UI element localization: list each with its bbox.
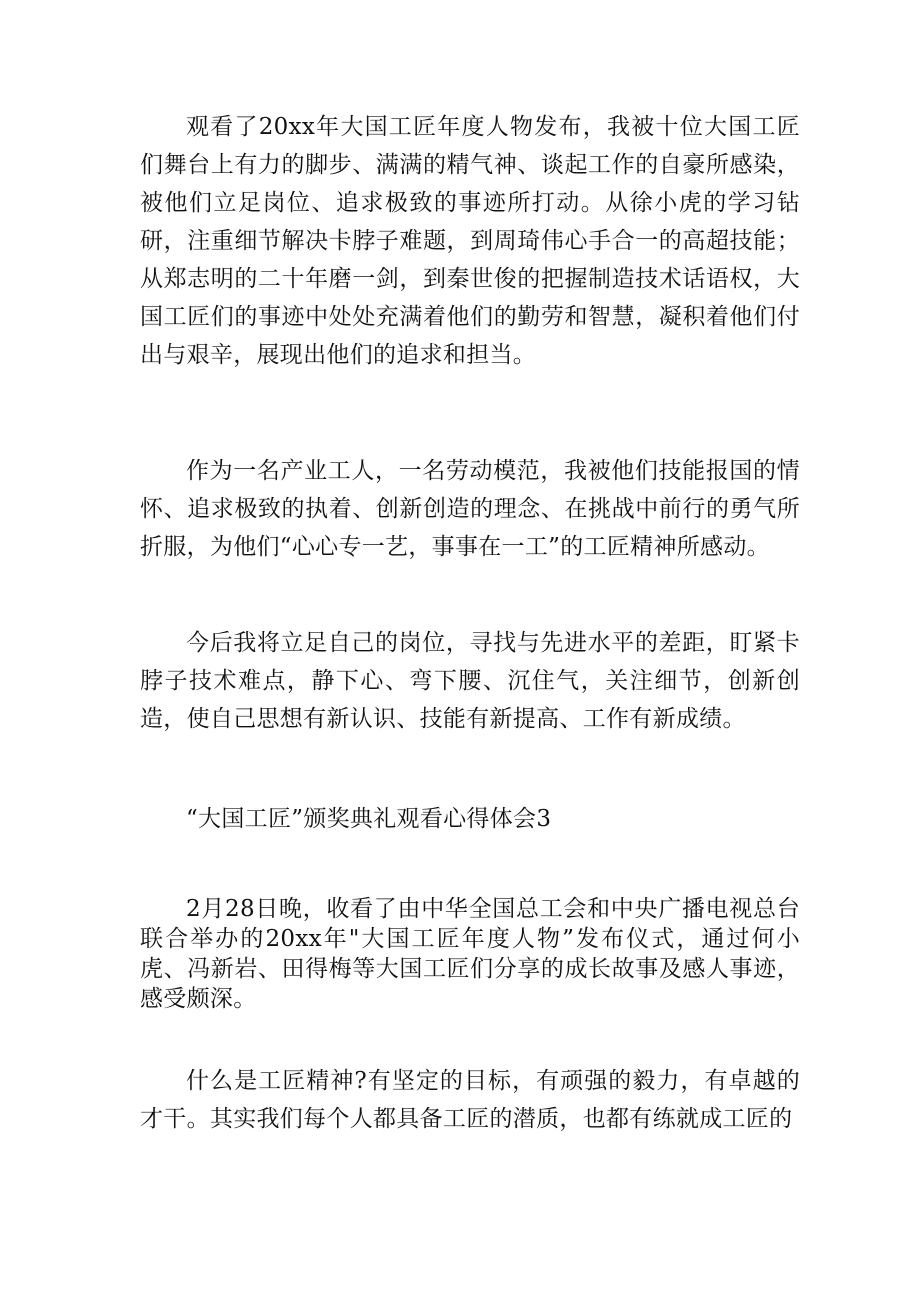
- paragraph-craftsman-spirit: 什么是工匠精神?有坚定的目标，有顽强的毅力，有卓越的才干。其实我们每个人都具备工匠的潜质，也都有练就成工匠的: [140, 1068, 800, 1132]
- paragraph-future-plan: 今后我将立足自己的岗位，寻找与先进水平的差距，盯紧卡脖子技术难点，静下心、弯下腰、沉住气，关注细节，创新创造，使自己思想有新认识、技能有新提高、工作有新成绩。: [140, 630, 800, 732]
- paragraph-labor-model: 作为一名产业工人，一名劳动模范，我被他们技能报国的情怀、追求极致的执着、创新创造的理念、在挑战中前行的勇气所折服，为他们“心心专一艺，事事在一工”的工匠精神所感动。: [140, 458, 800, 560]
- paragraph-craftsmen-release: 观看了20xx年大国工匠年度人物发布，我被十位大国工匠们舞台上有力的脚步、满满的精气神、谈起工作的自豪所感染，被他们立足岗位、追求极致的事迹所打动。从徐小虎的学习钻研，注重细节解决卡脖子难题，到周琦伟心手合一的高超技能；从郑志明的二十年磨一剑，到秦世俊的把握制造技术话语权，大国工匠们的事迹中处处充满着他们的勤劳和智慧，凝积着他们付出与艰辛，展现出他们的追求和担当。: [140, 114, 800, 368]
- section-heading: “大国工匠”颁奖典礼观看心得体会3: [186, 806, 552, 832]
- paragraph-feb-broadcast: 2月28日晚，收看了由中华全国总工会和中央广播电视总台联合举办的20xx年"大国工匠年度人物”发布仪式，通过何小虎、冯新岩、田得梅等大国工匠们分享的成长故事及感人事迹，感受颇深。: [140, 896, 800, 1012]
